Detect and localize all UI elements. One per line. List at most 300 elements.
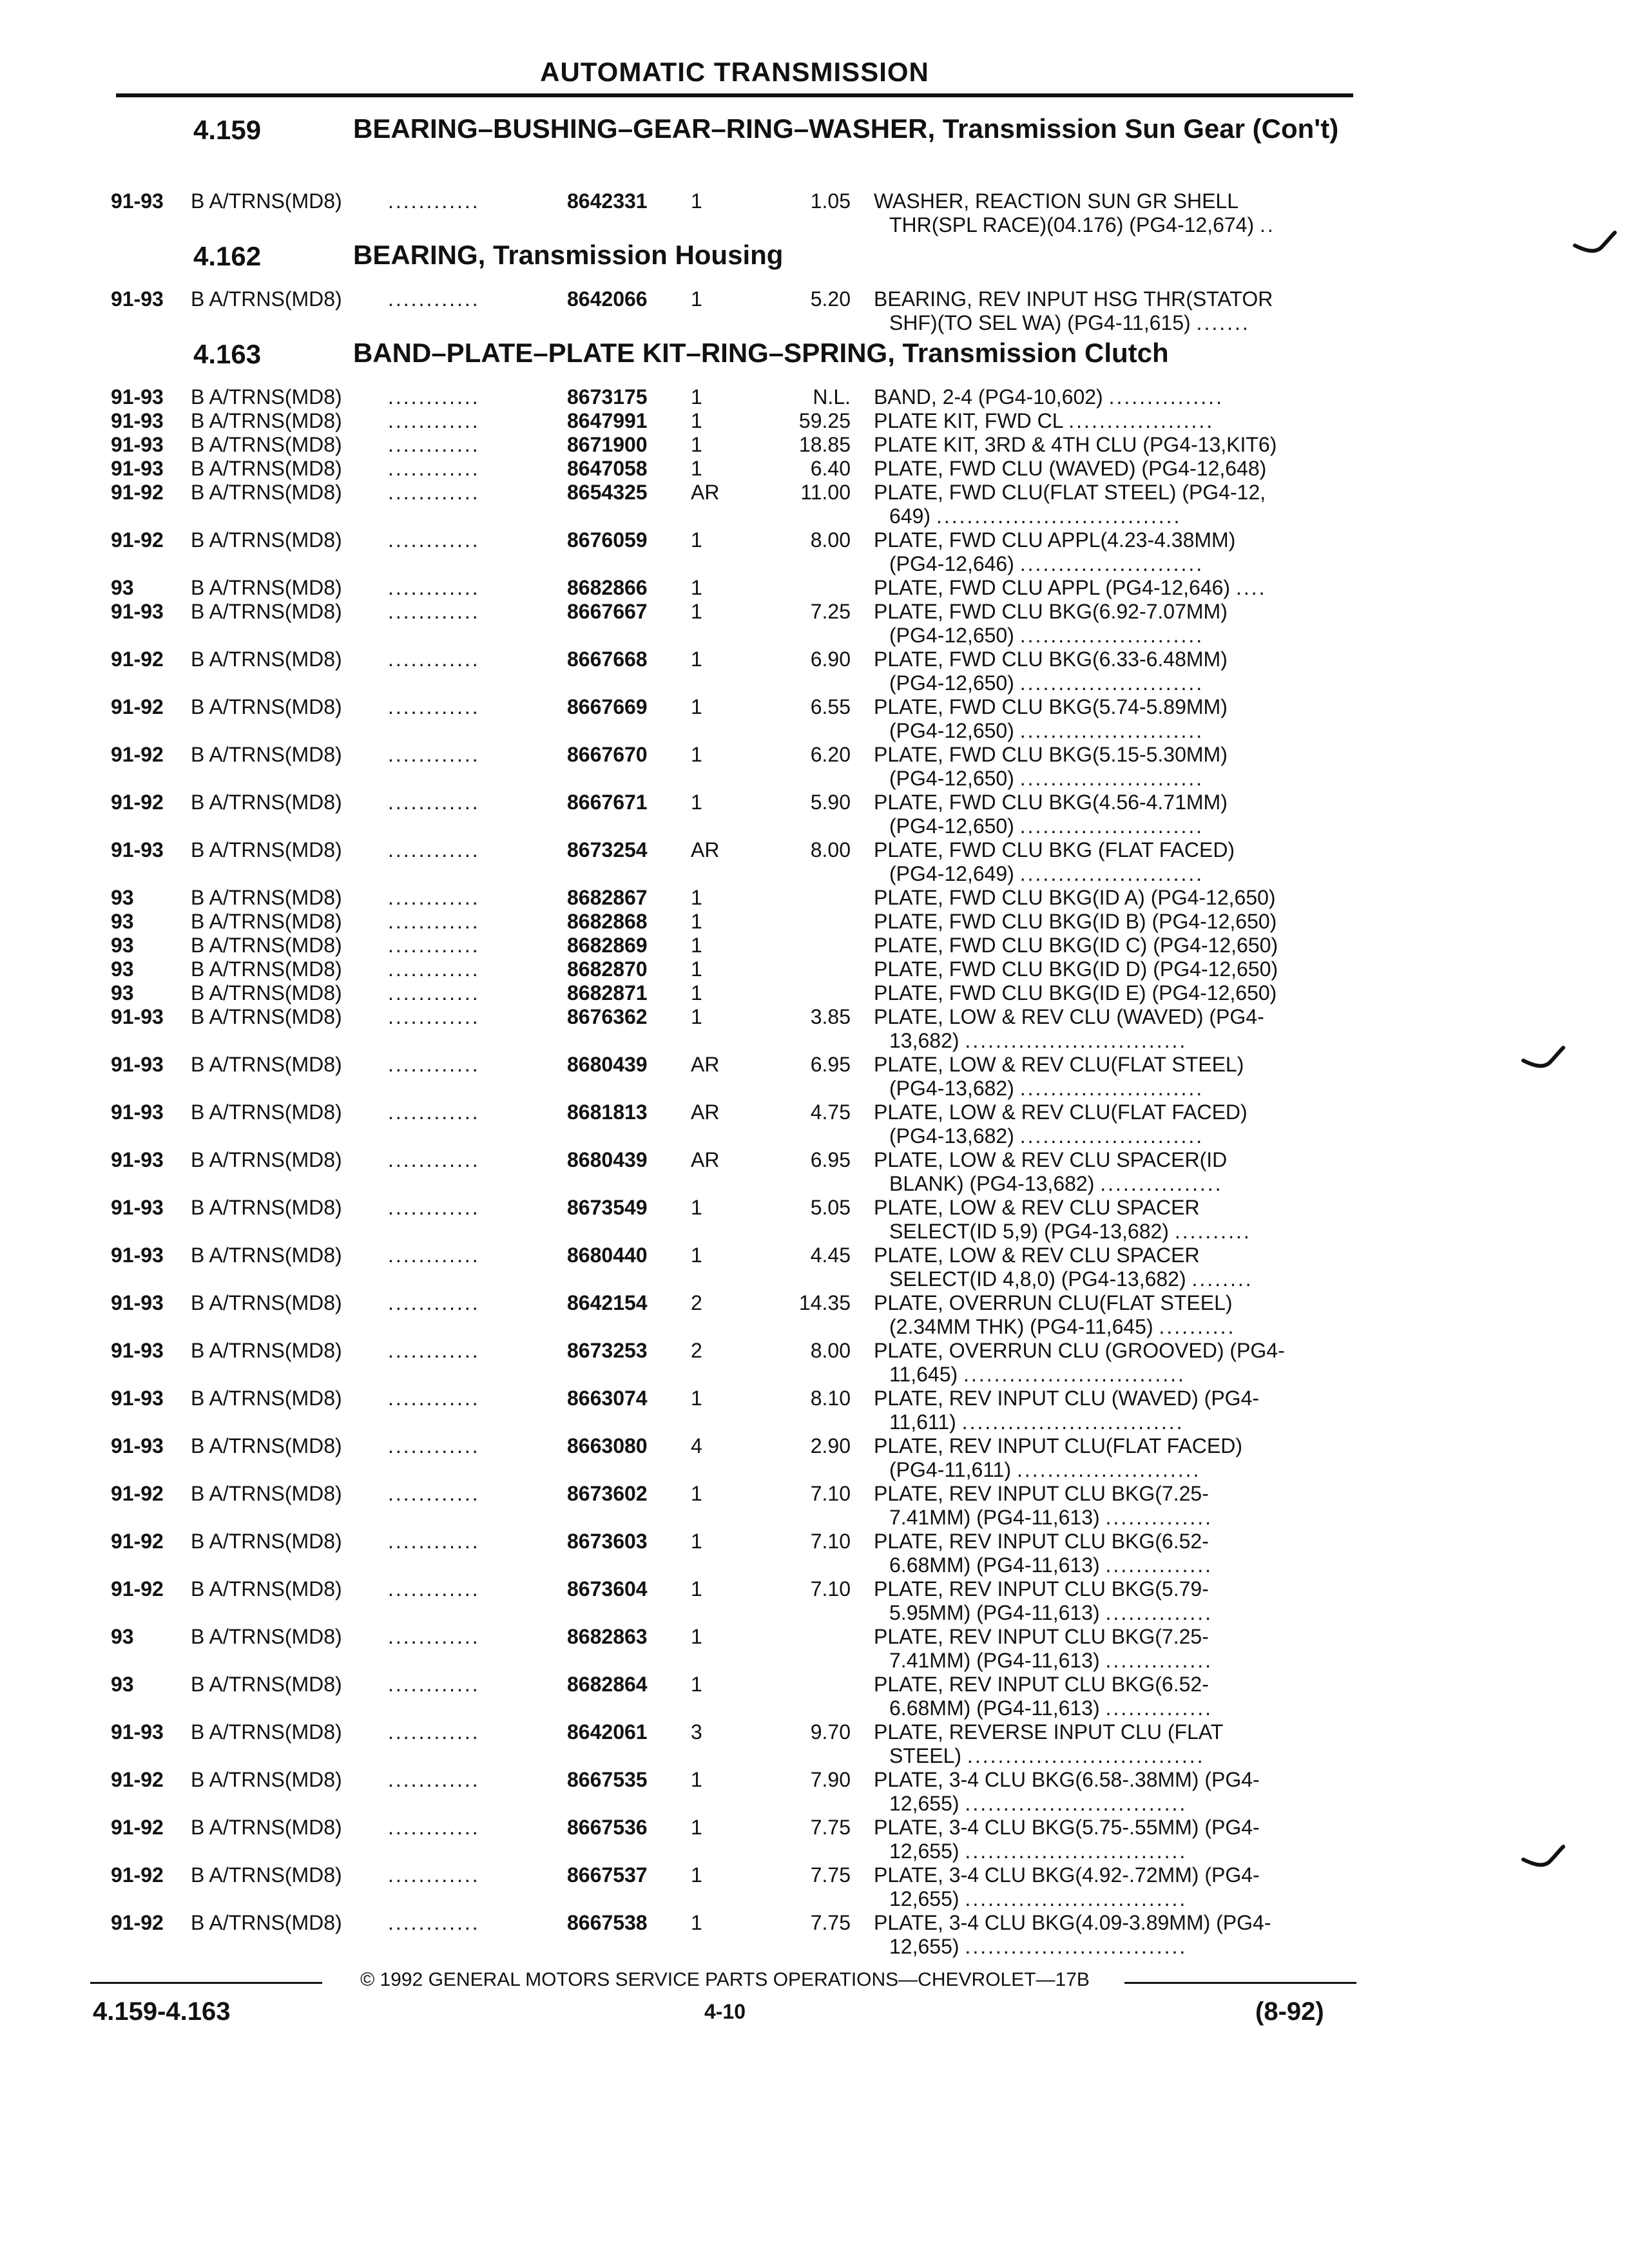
part-number: 8642061: [567, 1720, 648, 1744]
application: B A/TRNS(MD8): [191, 648, 342, 671]
description-text: PLATE, FWD CLU BKG(ID E) (PG4-12,650): [874, 981, 1277, 1004]
part-number: 8682863: [567, 1625, 648, 1648]
description-line-1: [874, 385, 1354, 409]
description: [874, 1148, 1354, 1196]
model-years: 91-92: [111, 1482, 164, 1505]
part-number: 8682867: [567, 886, 648, 909]
leader-dots: ............: [388, 1053, 480, 1076]
price: 6.20: [810, 743, 851, 766]
leader-dots: .............................: [965, 1792, 1188, 1815]
description: [874, 648, 1354, 695]
application: B A/TRNS(MD8): [191, 1911, 342, 1934]
part-number: 8673549: [567, 1196, 648, 1219]
application: B A/TRNS(MD8): [191, 1053, 342, 1076]
parts-row: [111, 981, 1354, 1005]
price: 7.90: [810, 1768, 851, 1791]
description: [874, 1673, 1354, 1720]
description-line-2: [874, 814, 1354, 838]
leader-dots: .............................: [965, 1029, 1188, 1052]
description-text: PLATE, FWD CLU BKG(ID B) (PG4-12,650): [874, 910, 1277, 933]
description-line-1: [874, 457, 1354, 481]
description-line-2: [874, 671, 1354, 695]
model-years: 93: [111, 886, 134, 909]
price: 11.00: [800, 481, 851, 504]
model-years: 93: [111, 1625, 134, 1648]
description: [874, 1911, 1354, 1959]
parts-row: [111, 1244, 1354, 1291]
leader-dots: ........................: [1019, 624, 1204, 647]
leader-dots: ........................: [1019, 1077, 1204, 1100]
quantity: 1: [691, 957, 702, 981]
quantity: 1: [691, 1863, 702, 1887]
model-years: 91-93: [111, 1196, 164, 1219]
quantity: 1: [691, 695, 702, 718]
description-text: PLATE, REV INPUT CLU BKG(6.52-: [874, 1530, 1209, 1553]
application: B A/TRNS(MD8): [191, 528, 342, 552]
footer-revision: (8-92): [1255, 1997, 1324, 2026]
description-line-2: [874, 1935, 1354, 1959]
section-heading: [111, 335, 1354, 385]
description-continuation: 7.41MM) (PG4-11,613): [889, 1649, 1100, 1672]
description: [874, 981, 1354, 1005]
part-number: 8667668: [567, 648, 648, 671]
description-text: PLATE, 3-4 CLU BKG(4.09-3.89MM) (PG4-: [874, 1911, 1271, 1934]
description-line-2: [874, 719, 1354, 743]
quantity: 1: [691, 385, 702, 408]
description-text: PLATE, REV INPUT CLU BKG(5.79-: [874, 1577, 1209, 1600]
parts-row: [111, 576, 1354, 600]
description: [874, 791, 1354, 838]
description-continuation: 12,655): [889, 1887, 959, 1910]
description-line-1: [874, 1673, 1354, 1696]
model-years: 93: [111, 910, 134, 933]
description-continuation: 11,645): [889, 1363, 958, 1386]
part-number: 8642066: [567, 287, 648, 311]
description-line-1: [874, 1339, 1354, 1363]
description-text: PLATE KIT, FWD CL: [874, 409, 1063, 432]
leader-dots: ............: [388, 1530, 480, 1553]
application: B A/TRNS(MD8): [191, 910, 342, 933]
application: B A/TRNS(MD8): [191, 886, 342, 909]
description-line-2: [874, 624, 1354, 648]
description: [874, 528, 1354, 576]
description-line-2: [874, 1792, 1354, 1816]
application: B A/TRNS(MD8): [191, 1100, 342, 1124]
description: [874, 743, 1354, 791]
description: [874, 1053, 1354, 1100]
description-line-2: [874, 1887, 1354, 1911]
application: B A/TRNS(MD8): [191, 481, 342, 504]
leader-dots: ........................: [1019, 814, 1204, 838]
description: [874, 1005, 1354, 1053]
price: 7.75: [810, 1863, 851, 1887]
description: [874, 1768, 1354, 1816]
model-years: 91-92: [111, 481, 164, 504]
price: 6.95: [810, 1148, 851, 1171]
application: B A/TRNS(MD8): [191, 934, 342, 957]
description-line-1: [874, 1387, 1354, 1410]
description: [874, 1291, 1354, 1339]
description-line-1: [874, 1196, 1354, 1220]
description: [874, 1244, 1354, 1291]
quantity: 1: [691, 743, 702, 766]
description: [874, 695, 1354, 743]
description-continuation: 11,611): [889, 1410, 956, 1434]
part-number: 8673603: [567, 1530, 648, 1553]
model-years: 91-93: [111, 1339, 164, 1362]
part-number: 8663080: [567, 1434, 648, 1457]
application: B A/TRNS(MD8): [191, 1005, 342, 1028]
model-years: 91-93: [111, 189, 164, 213]
description-text: BAND, 2-4 (PG4-10,602): [874, 385, 1103, 408]
description-line-1: [874, 1148, 1354, 1172]
leader-dots: ........................: [1019, 719, 1204, 742]
check-mark-icon: [1572, 229, 1617, 261]
description-line-1: [874, 1482, 1354, 1506]
part-number: 8682869: [567, 934, 648, 957]
check-mark-icon: [1521, 1843, 1566, 1875]
price: 4.45: [810, 1244, 851, 1267]
description-line-1: [874, 791, 1354, 814]
description-line-1: [874, 481, 1354, 505]
description-line-1: [874, 838, 1354, 862]
description-text: PLATE, FWD CLU (WAVED) (PG4-12,648): [874, 457, 1267, 480]
description-line-1: [874, 1863, 1354, 1887]
part-number: 8682871: [567, 981, 648, 1004]
description-line-1: [874, 1911, 1354, 1935]
price: 5.20: [810, 287, 851, 311]
quantity: 1: [691, 648, 702, 671]
leader-dots: ............: [388, 385, 480, 408]
price: 7.10: [810, 1577, 851, 1600]
price: 14.35: [798, 1291, 851, 1314]
leader-dots: .......: [1196, 311, 1250, 334]
price: 7.75: [810, 1911, 851, 1934]
description-line-1: [874, 433, 1354, 457]
description-continuation: SELECT(ID 5,9) (PG4-13,682): [889, 1220, 1169, 1243]
leader-dots: ............: [388, 600, 480, 623]
parts-row: [111, 1625, 1354, 1673]
description-text: PLATE, 3-4 CLU BKG(6.58-.38MM) (PG4-: [874, 1768, 1260, 1791]
description-line-1: [874, 528, 1354, 552]
leader-dots: ............: [388, 528, 480, 552]
part-number: 8667537: [567, 1863, 648, 1887]
description: [874, 189, 1354, 237]
quantity: 1: [691, 1816, 702, 1839]
leader-dots: ............: [388, 1339, 480, 1362]
model-years: 91-92: [111, 791, 164, 814]
parts-row: [111, 1434, 1354, 1482]
part-number: 8642154: [567, 1291, 648, 1314]
model-years: 91-93: [111, 838, 164, 861]
page-title: AUTOMATIC TRANSMISSION: [540, 57, 929, 87]
description-text: PLATE, LOW & REV CLU (WAVED) (PG4-: [874, 1005, 1264, 1028]
description-text: PLATE, REV INPUT CLU BKG(7.25-: [874, 1625, 1209, 1648]
description-text: PLATE, FWD CLU BKG(ID D) (PG4-12,650): [874, 957, 1278, 981]
description-text: PLATE, FWD CLU APPL(4.23-4.38MM): [874, 528, 1236, 552]
parts-row: [111, 287, 1354, 335]
description: [874, 385, 1354, 409]
description-continuation: 6.68MM) (PG4-11,613): [889, 1553, 1100, 1577]
description-continuation: (PG4-12,646): [889, 552, 1014, 575]
part-number: 8676362: [567, 1005, 648, 1028]
application: B A/TRNS(MD8): [191, 576, 342, 599]
quantity: 1: [691, 934, 702, 957]
description-line-2: [874, 1124, 1354, 1148]
price: 7.10: [810, 1530, 851, 1553]
leader-dots: ............: [388, 1720, 480, 1744]
parts-listing: [111, 111, 1354, 1959]
model-years: 93: [111, 957, 134, 981]
leader-dots: ............: [388, 433, 480, 456]
leader-dots: ............: [388, 287, 480, 311]
quantity: 1: [691, 1387, 702, 1410]
description-line-2: [874, 1267, 1354, 1291]
description-line-1: [874, 1530, 1354, 1553]
description: [874, 481, 1354, 528]
description-line-1: [874, 1816, 1354, 1840]
price: 5.90: [810, 791, 851, 814]
description-line-2: [874, 1458, 1354, 1482]
quantity: AR: [691, 1053, 720, 1076]
price: 7.75: [810, 1816, 851, 1839]
leader-dots: ............: [388, 791, 480, 814]
parts-row: [111, 838, 1354, 886]
footer-page-number: 4-10: [704, 2000, 746, 2023]
model-years: 91-92: [111, 743, 164, 766]
description-line-2: [874, 1363, 1354, 1387]
description-line-1: [874, 743, 1354, 767]
quantity: 1: [691, 409, 702, 432]
model-years: 91-93: [111, 1005, 164, 1028]
price: 3.85: [810, 1005, 851, 1028]
quantity: 1: [691, 433, 702, 456]
check-mark-icon: [1521, 1044, 1566, 1076]
leader-dots: ............: [388, 743, 480, 766]
quantity: AR: [691, 1148, 720, 1171]
part-number: 8673253: [567, 1339, 648, 1362]
description-line-2: [874, 1172, 1354, 1196]
leader-dots: ..........: [1159, 1315, 1236, 1338]
leader-dots: ........................: [1019, 767, 1204, 790]
price: 8.00: [810, 1339, 851, 1362]
footer-section-range: 4.159-4.163: [93, 1997, 231, 2026]
description-text: PLATE, FWD CLU BKG(6.92-7.07MM): [874, 600, 1228, 623]
part-number: 8667536: [567, 1816, 648, 1839]
parts-row: [111, 1148, 1354, 1196]
parts-row: [111, 1720, 1354, 1768]
section-heading: [111, 111, 1354, 189]
application: B A/TRNS(MD8): [191, 600, 342, 623]
model-years: 93: [111, 981, 134, 1004]
description: [874, 1530, 1354, 1577]
model-years: 91-92: [111, 648, 164, 671]
parts-row: [111, 1530, 1354, 1577]
price: 6.55: [810, 695, 851, 718]
parts-row: [111, 1577, 1354, 1625]
description-line-1: [874, 957, 1354, 981]
leader-dots: ........: [1191, 1267, 1253, 1291]
leader-dots: .............................: [965, 1887, 1188, 1910]
description-continuation: THR(SPL RACE)(04.176) (PG4-12,674): [889, 213, 1255, 236]
parts-row: [111, 791, 1354, 838]
model-years: 91-93: [111, 1244, 164, 1267]
description: [874, 1720, 1354, 1768]
parts-row: [111, 409, 1354, 433]
description-line-1: [874, 886, 1354, 910]
section-title: BAND–PLATE–PLATE KIT–RING–SPRING, Transmission Clutch: [353, 338, 1169, 368]
model-years: 91-92: [111, 528, 164, 552]
description-text: PLATE, FWD CLU BKG(5.15-5.30MM): [874, 743, 1228, 766]
part-number: 8682864: [567, 1673, 648, 1696]
model-years: 91-92: [111, 1863, 164, 1887]
quantity: 4: [691, 1434, 702, 1457]
application: B A/TRNS(MD8): [191, 1482, 342, 1505]
leader-dots: ............: [388, 1863, 480, 1887]
description-text: PLATE, LOW & REV CLU(FLAT FACED): [874, 1100, 1248, 1124]
description-continuation: (PG4-12,650): [889, 814, 1014, 838]
part-number: 8673254: [567, 838, 648, 861]
leader-dots: .............................: [965, 1840, 1188, 1863]
model-years: 91-93: [111, 1387, 164, 1410]
description-continuation: (PG4-11,611): [889, 1458, 1012, 1481]
quantity: AR: [691, 481, 720, 504]
description-line-2: [874, 505, 1354, 528]
quantity: 1: [691, 1768, 702, 1791]
description-line-1: [874, 189, 1354, 213]
section-title: BEARING, Transmission Housing: [353, 240, 784, 270]
parts-row: [111, 1863, 1354, 1911]
leader-dots: .............................: [963, 1363, 1186, 1386]
leader-dots: ............: [388, 648, 480, 671]
application: B A/TRNS(MD8): [191, 1720, 342, 1744]
leader-dots: ..........: [1174, 1220, 1251, 1243]
part-number: 8676059: [567, 528, 648, 552]
quantity: 2: [691, 1339, 702, 1362]
leader-dots: ............: [388, 409, 480, 432]
quantity: 1: [691, 981, 702, 1004]
quantity: 3: [691, 1720, 702, 1744]
description-text: PLATE, LOW & REV CLU SPACER: [874, 1196, 1200, 1219]
part-number: 8667669: [567, 695, 648, 718]
description-line-1: [874, 1720, 1354, 1744]
quantity: 1: [691, 576, 702, 599]
description-text: PLATE, FWD CLU APPL (PG4-12,646): [874, 576, 1231, 599]
description-text: PLATE, FWD CLU BKG(ID C) (PG4-12,650): [874, 934, 1278, 957]
model-years: 91-92: [111, 1577, 164, 1600]
application: B A/TRNS(MD8): [191, 957, 342, 981]
description-line-2: [874, 213, 1354, 237]
description-line-1: [874, 934, 1354, 957]
leader-dots: ............: [388, 481, 480, 504]
description-line-2: [874, 1506, 1354, 1530]
leader-dots: ............: [388, 1625, 480, 1648]
leader-dots: ........................: [1019, 671, 1204, 695]
parts-row: [111, 1196, 1354, 1244]
description-continuation: 12,655): [889, 1935, 959, 1958]
description-line-2: [874, 552, 1354, 576]
description-text: WASHER, REACTION SUN GR SHELL: [874, 189, 1239, 213]
price: 6.90: [810, 648, 851, 671]
price: 7.10: [810, 1482, 851, 1505]
description: [874, 576, 1354, 600]
description-line-2: [874, 1649, 1354, 1673]
description-text: PLATE KIT, 3RD & 4TH CLU (PG4-13,KIT6): [874, 433, 1277, 456]
parts-row: [111, 1339, 1354, 1387]
description-continuation: 12,655): [889, 1840, 959, 1863]
parts-row: [111, 528, 1354, 576]
quantity: 1: [691, 1911, 702, 1934]
quantity: 1: [691, 287, 702, 311]
description: [874, 600, 1354, 648]
description-line-1: [874, 981, 1354, 1005]
part-number: 8681813: [567, 1100, 648, 1124]
description-continuation: (PG4-12,650): [889, 671, 1014, 695]
application: B A/TRNS(MD8): [191, 189, 342, 213]
part-number: 8673602: [567, 1482, 648, 1505]
section-title: BEARING–BUSHING–GEAR–RING–WASHER, Transmission Sun Gear (Con't): [353, 113, 1339, 144]
part-number: 8671900: [567, 433, 648, 456]
description-continuation: (PG4-13,682): [889, 1124, 1014, 1148]
description-text: PLATE, OVERRUN CLU (GROOVED) (PG4-: [874, 1339, 1285, 1362]
description: [874, 1816, 1354, 1863]
parts-row: [111, 1005, 1354, 1053]
description-line-2: [874, 1029, 1354, 1053]
model-years: 93: [111, 1673, 134, 1696]
description-line-1: [874, 409, 1354, 433]
description-text: PLATE, FWD CLU(FLAT STEEL) (PG4-12,: [874, 481, 1266, 504]
leader-dots: .............................: [961, 1410, 1184, 1434]
leader-dots: ...................: [1068, 409, 1215, 432]
description-line-2: [874, 767, 1354, 791]
description-line-2: [874, 1840, 1354, 1863]
quantity: AR: [691, 838, 720, 861]
description-text: BEARING, REV INPUT HSG THR(STATOR: [874, 287, 1273, 311]
application: B A/TRNS(MD8): [191, 433, 342, 456]
parts-row: [111, 886, 1354, 910]
parts-row: [111, 1100, 1354, 1148]
description: [874, 433, 1354, 457]
application: B A/TRNS(MD8): [191, 1148, 342, 1171]
application: B A/TRNS(MD8): [191, 385, 342, 408]
description-line-2: [874, 1601, 1354, 1625]
quantity: 1: [691, 1196, 702, 1219]
price: 4.75: [810, 1100, 851, 1124]
description: [874, 1482, 1354, 1530]
section-number: 4.163: [193, 339, 262, 369]
application: B A/TRNS(MD8): [191, 287, 342, 311]
model-years: 93: [111, 576, 134, 599]
description-line-1: [874, 600, 1354, 624]
description-continuation: 5.95MM) (PG4-11,613): [889, 1601, 1100, 1624]
leader-dots: ..: [1260, 213, 1275, 236]
part-number: 8647058: [567, 457, 648, 480]
description-continuation: (2.34MM THK) (PG4-11,645): [889, 1315, 1153, 1338]
description: [874, 1196, 1354, 1244]
leader-dots: ..............: [1105, 1696, 1213, 1720]
leader-dots: ............: [388, 457, 480, 480]
parts-row: [111, 1911, 1354, 1959]
application: B A/TRNS(MD8): [191, 1244, 342, 1267]
part-number: 8667667: [567, 600, 648, 623]
parts-row: [111, 1053, 1354, 1100]
model-years: 91-92: [111, 1530, 164, 1553]
description-continuation: 6.68MM) (PG4-11,613): [889, 1696, 1100, 1720]
leader-dots: ............: [388, 1387, 480, 1410]
leader-dots: ........................: [1017, 1458, 1201, 1481]
description: [874, 1387, 1354, 1434]
leader-dots: ............: [388, 1482, 480, 1505]
